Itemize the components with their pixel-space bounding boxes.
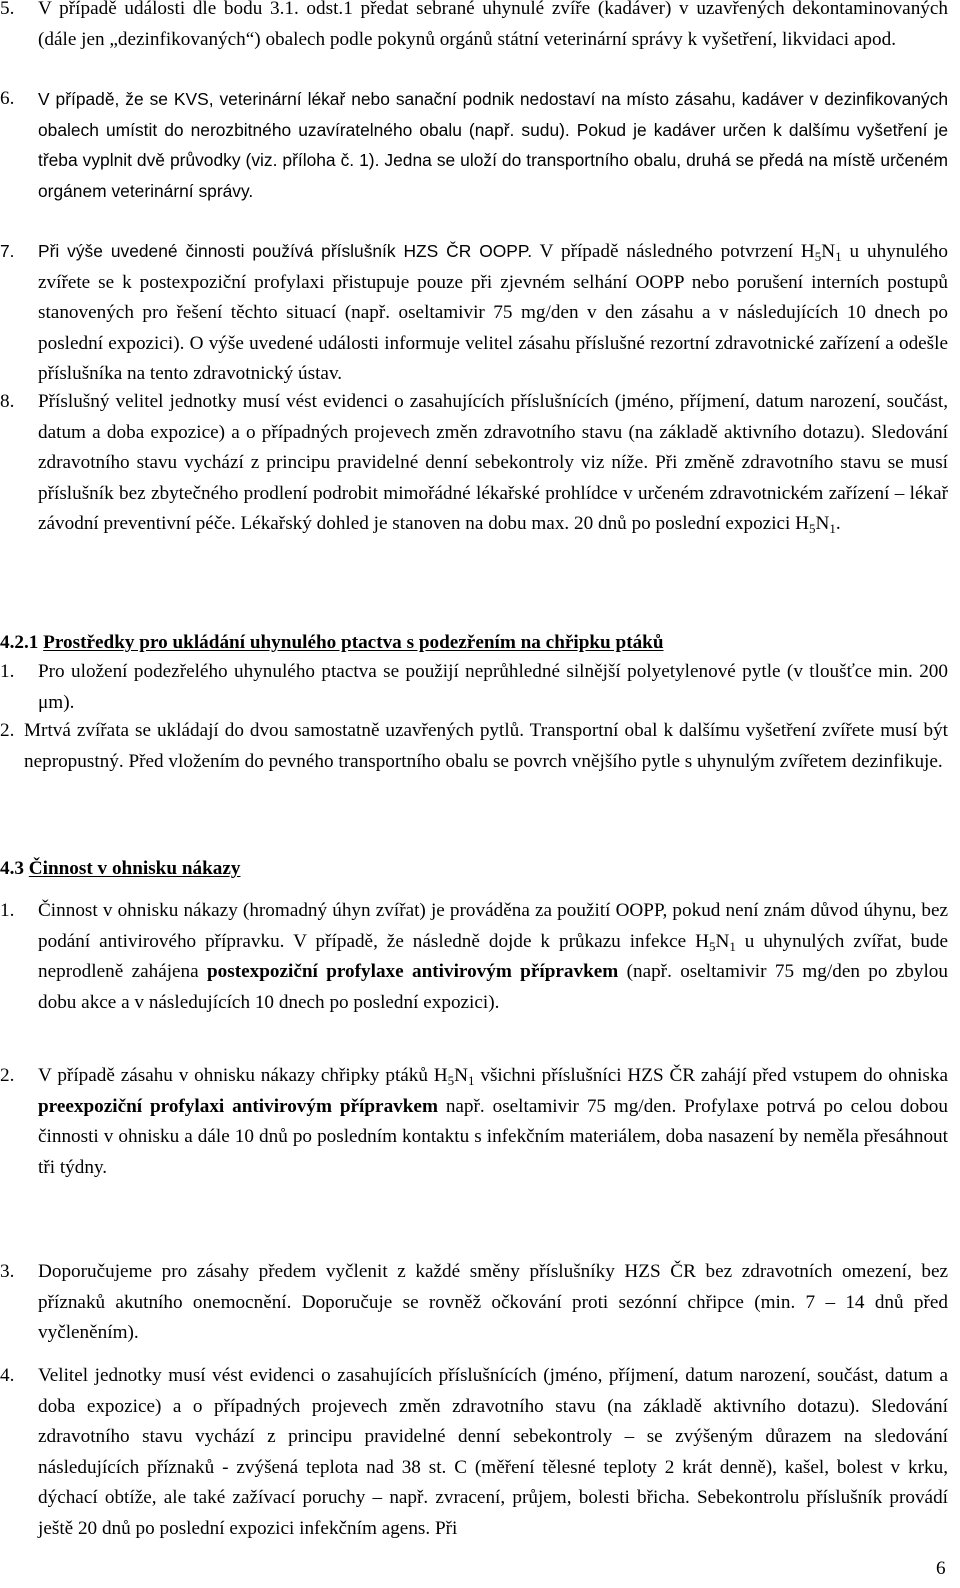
item-text <box>38 1061 948 1183</box>
item-text: Pro uložení podezřelého uhynulého ptactva se použijí neprůhledné silnější polyetylenové pytle (v tloušťce min. 200 μm). <box>38 661 948 713</box>
list-item <box>0 0 948 55</box>
item-text: Doporučujeme pro zásahy předem vyčlenit z každé směny příslušníky HZS ČR bez zdravotních omezení, bez příznaků akutního onemocnění. Doporučuje se rovněž očkování proti sezónní chřipce (min. 7 – 14 dnů před vyčleněním). <box>38 1261 948 1343</box>
emphasis-text: postexpoziční profylaxe antivirovým přípravkem <box>207 961 619 982</box>
item-number: 2. <box>0 1065 15 1086</box>
item-number: 4. <box>0 1365 15 1386</box>
text-run: N <box>454 1065 469 1086</box>
text-run: V případě následného potvrzení H <box>532 241 815 262</box>
list-item <box>0 1257 948 1349</box>
item-text-sans: Při výše uvedené činnosti používá příslušník HZS ČR OOPP. <box>38 241 533 261</box>
heading-text: Prostředky pro ukládání uhynulého ptactva s podezřením na chřipku ptáků <box>43 632 664 653</box>
heading-number: 4.3 <box>0 858 24 879</box>
section-heading <box>0 854 240 885</box>
list-item <box>0 657 948 718</box>
list-item <box>0 716 948 777</box>
text-run: . <box>835 513 841 534</box>
section-heading <box>0 628 664 659</box>
text-run: N <box>715 930 730 952</box>
item-text <box>38 236 948 390</box>
heading-text: Činnost v ohnisku nákazy <box>28 858 241 879</box>
item-text: V případě, že se KVS, veterinární lékař nebo sanační podnik nedostaví na místo zásahu, kadáver v dezinfikovaných obalech umístit do nerozbitného uzavíratelného obalu (např. sudu). Pokud je kadáver určen k dalšímu vyšetření je třeba vyplnit dvě průvodky (viz. příloha č. 1). Jedna se uloží do transportního obalu, druhá se předá na místě určeném orgánem veterinární správy. <box>38 89 948 201</box>
item-text <box>38 387 948 540</box>
subscript: 5 <box>708 938 716 954</box>
list-item <box>0 1361 948 1544</box>
subscript: 5 <box>809 521 816 536</box>
text-run: Příslušný velitel jednotky musí vést evidenci o zasahujících příslušnících (jméno, příjmení, datum narození, součást, datum a doba expozice) a o případných projevech změn zdravotního stavu (na základě aktivního dotazu). Sledování zdravotního stavu vychází z principu pravidelné denní sebekontroly viz níže. Při změně zdravotního stavu se musí příslušník bez zbytečného prodlení podrobit mimořádné lékařské prohlídce v určeném zdravotnickém zařízení – lékař závodní preventivní péče. Lékařský dohled je stanoven na dobu max. 20 dnů po poslední expozici H <box>38 391 948 534</box>
list-item <box>0 236 948 390</box>
subscript: 5 <box>814 249 822 264</box>
subscript: 1 <box>835 249 842 264</box>
item-number: 1. <box>0 661 15 682</box>
item-number: 3. <box>0 1261 15 1282</box>
text-run: N <box>821 241 836 262</box>
item-text <box>38 896 948 1018</box>
subscript: 1 <box>829 521 836 536</box>
list-item <box>0 1061 948 1183</box>
item-number: 7. <box>0 241 15 261</box>
item-number: 2. <box>0 720 15 741</box>
item-number: 8. <box>0 391 15 412</box>
list-item <box>0 84 948 206</box>
item-number: 5. <box>0 0 15 19</box>
text-run: např. oseltamivir 75 mg/den. Profylaxe potrvá po celou dobou činnosti v ohnisku a dále 10 dnů po posledním kontaktu s infekčním materiálem, doba nasazení by neměla přesáhnout tři týdny. <box>38 1095 948 1178</box>
page-number: 6 <box>936 1558 946 1579</box>
list-item <box>0 387 948 540</box>
item-number: 6. <box>0 88 15 109</box>
emphasis-text: preexpoziční profylaxi antivirovým přípravkem <box>38 1095 438 1117</box>
text-run: N <box>815 513 830 534</box>
text-run: (např. oseltamivir 75 mg/den po zbylou dobu akce a v následujících 10 dnech po poslední expozici). <box>38 961 948 1013</box>
text-run: u uhynulého zvířete se k postexpoziční profylaxi přistupuje pouze při zjevném selhání OOPP nebo porušení interních postupů stanovených pro řešení těchto situací (např. oseltamivir 75 mg/den v den zásahu a v následujících 10 dnech po poslední expozici). O výše uvedené události informuje velitel zásahu příslušné rezortní zdravotnické zařízení a odešle příslušníka na tento zdravotnický ústav. <box>38 241 948 384</box>
text-run: všichni příslušníci HZS ČR zahájí před vstupem do ohniska <box>474 1065 948 1086</box>
list-item <box>0 896 948 1018</box>
text-run: u uhynulých zvířat, bude neprodleně zahájena <box>38 930 948 982</box>
text-run: Činnost v ohnisku nákazy (hromadný úhyn zvířat) je prováděna za použití OOPP, pokud není znám důvod úhynu, bez podání antivirového přípravku. V případě, že následně dojde k průkazu infekce H <box>38 900 948 952</box>
item-text: Mrtvá zvířata se ukládají do dvou samostatně uzavřených pytlů. Transportní obal k dalšímu vyšetření zvířete musí být nepropustný. Před vložením do pevného transportního obalu se povrch vnějšího pytle s uhynulým zvířetem dezinfikuje. <box>24 720 948 772</box>
item-text: V případě události dle bodu 3.1. odst.1 předat sebrané uhynulé zvíře (kadáver) v uzavřených dekontaminovaných (dále jen „dezinfikovaných“) obalech podle pokynů orgánů státní veterinární správy k vyšetření, likvidaci apod. <box>38 0 948 50</box>
heading-number: 4.2.1 <box>0 632 39 653</box>
subscript: 5 <box>447 1073 455 1088</box>
subscript: 1 <box>729 938 736 954</box>
text-run: V případě zásahu v ohnisku nákazy chřipky ptáků H <box>38 1065 448 1086</box>
subscript: 1 <box>468 1073 475 1088</box>
item-number: 1. <box>0 900 15 921</box>
item-text: Velitel jednotky musí vést evidenci o zasahujících příslušnících (jméno, příjmení, datum narození, součást, datum a doba expozice) a o případných projevech změn zdravotního stavu (na základě aktivního dotazu). Sledování zdravotního stavu vychází z principu pravidelné denní sebekontroly – se zvýšeným důrazem na sledování následujících příznaků - zvýšená teplota nad 38 st. C (měření tělesné teploty 2 krát denně), kašel, bolest v krku, dýchací obtíže, ale také zažívací poruchy – např. zvracení, průjem, bolesti břicha. Sebekontrolu příslušník provádí ještě 20 dnů po poslední expozici infekčním agens. Při <box>38 1365 948 1539</box>
